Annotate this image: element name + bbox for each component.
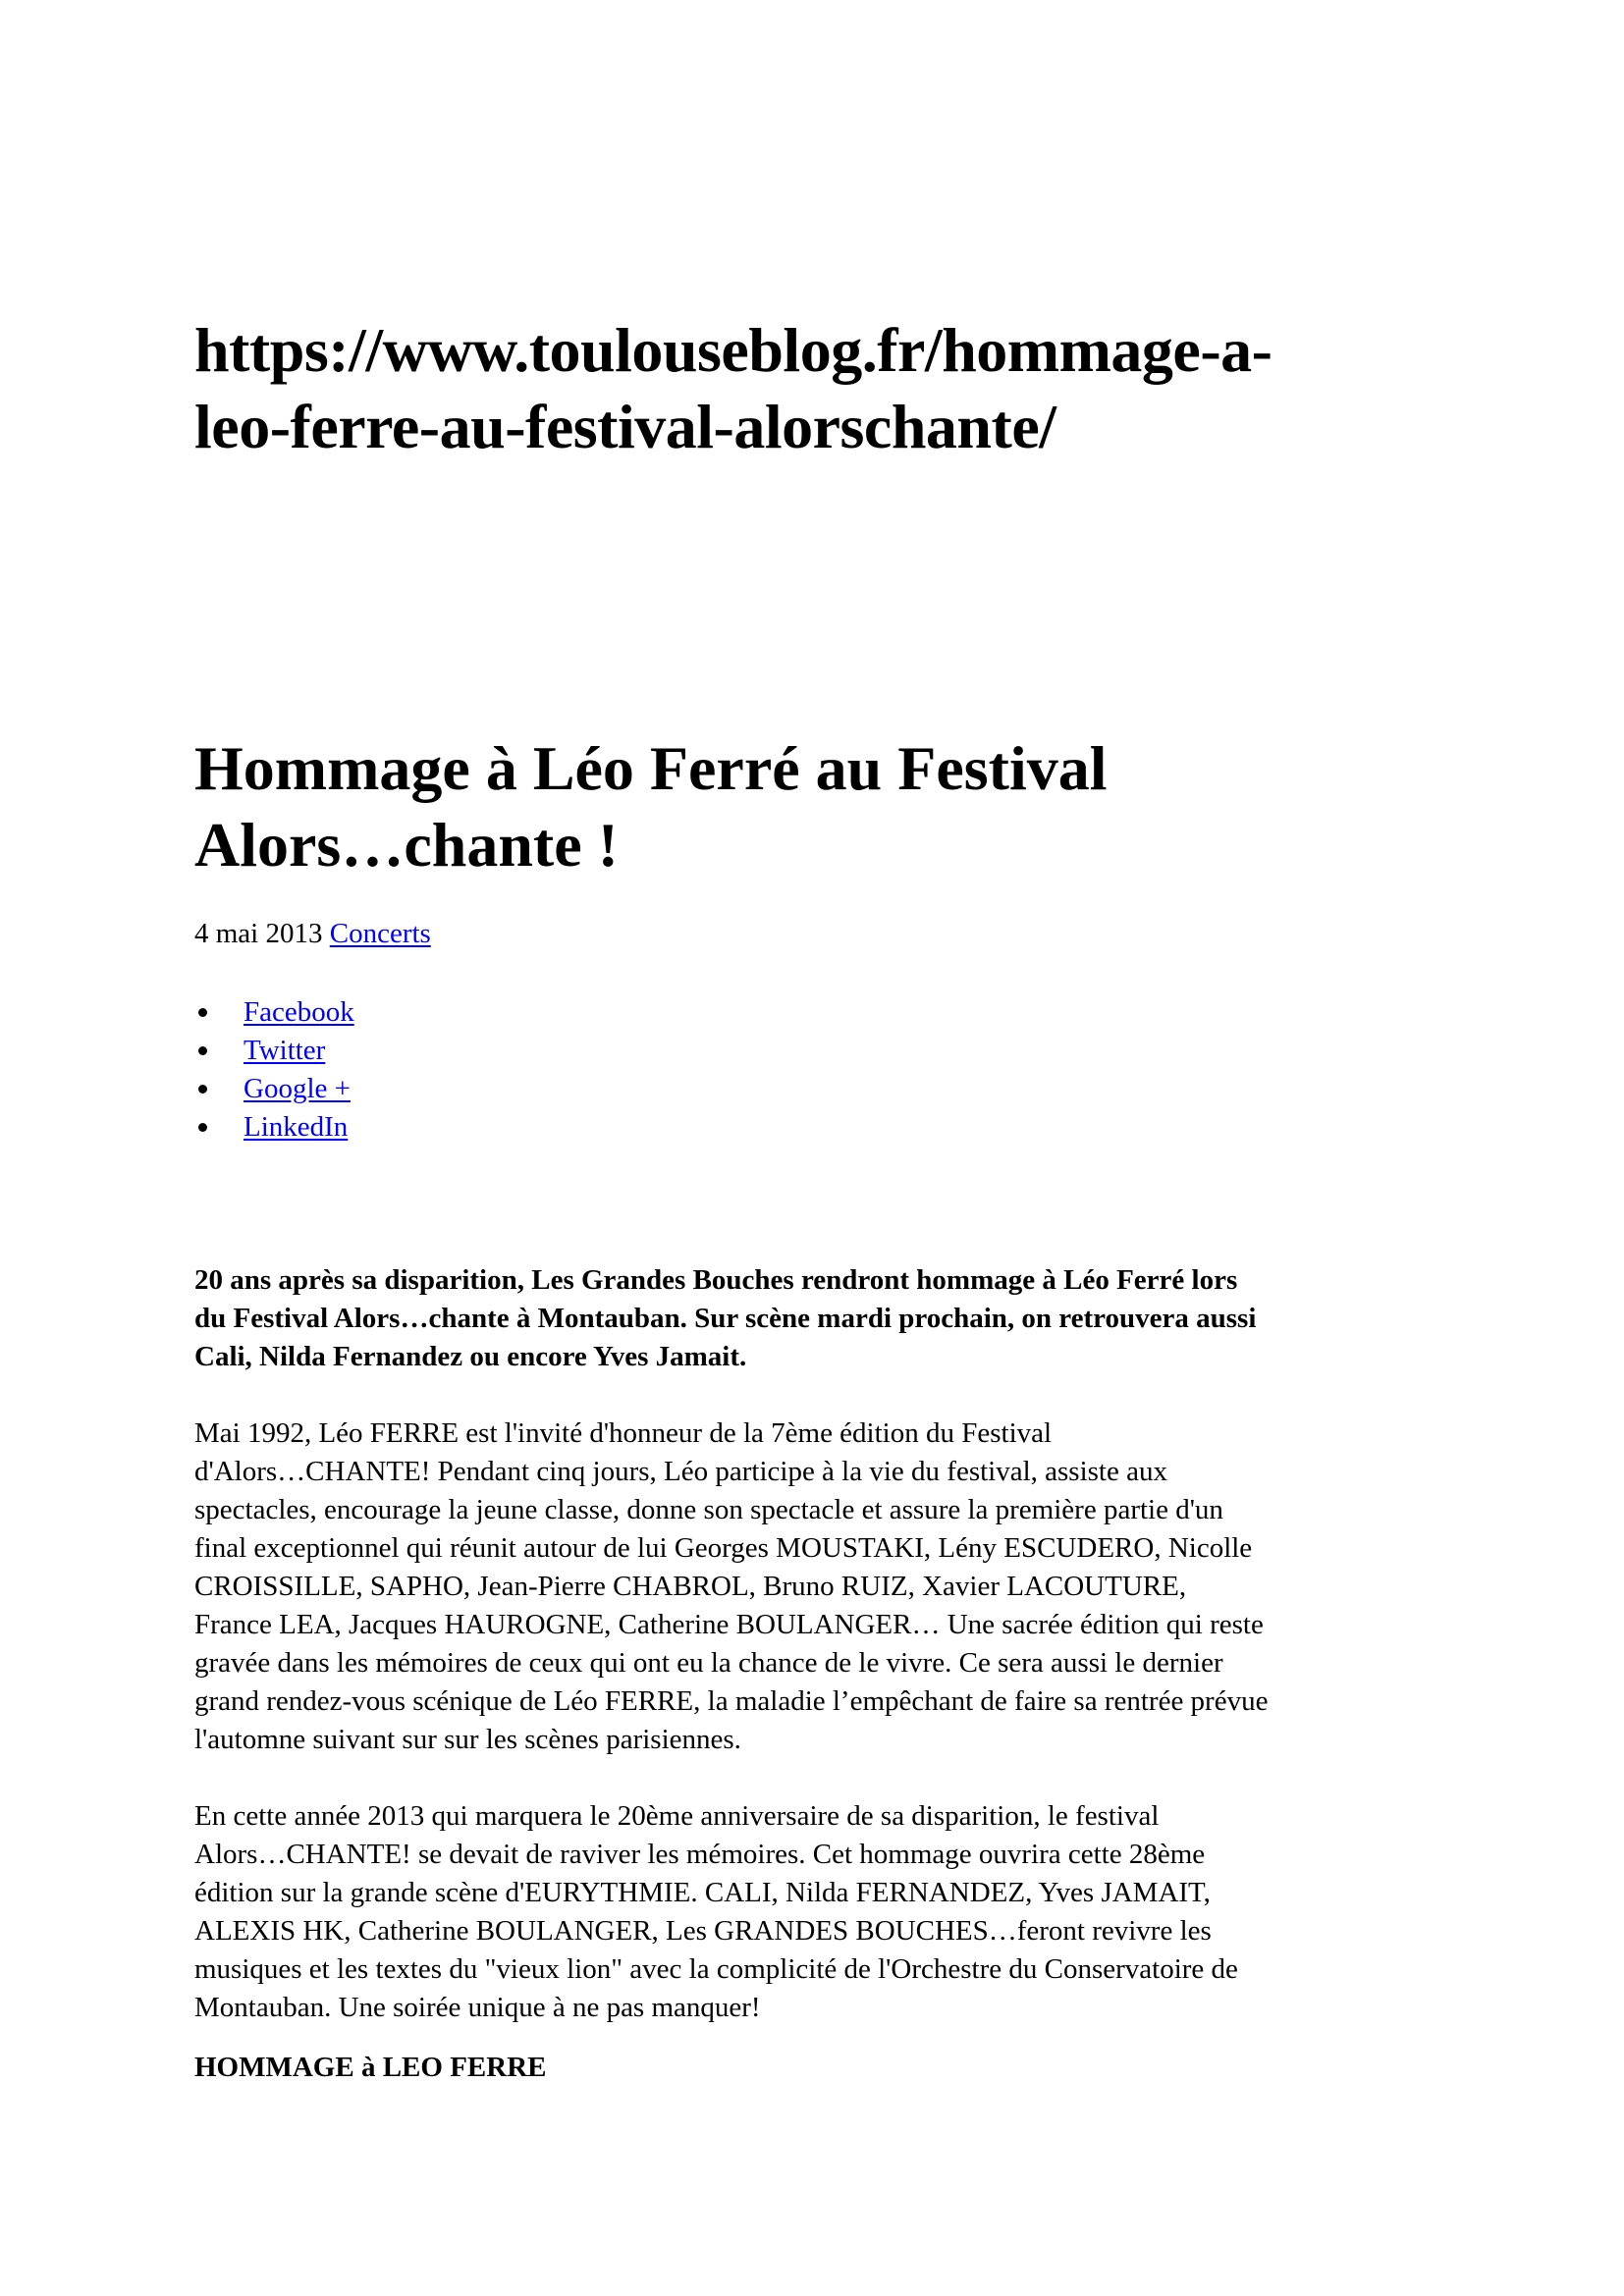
lead-line: 20 ans après sa disparition, Les Grandes Bouches rendront hommage à Léo Ferré lors [194, 1264, 1238, 1296]
paragraph-line: spectacles, encourage la jeune classe, donne son spectacle et assure la première partie d'un [194, 1494, 1223, 1525]
paragraph-line: Mai 1992, Léo FERRE est l'invité d'honneur de la 7ème édition du Festival [194, 1417, 1053, 1449]
url-heading-line: leo-ferre-au-festival-alorschante/ [194, 392, 1056, 461]
article-title-line: Alors…chante ! [194, 810, 619, 880]
bullet-icon [198, 1046, 207, 1055]
article-paragraph-1 [194, 1415, 1471, 1759]
paragraph-line: l'automne suivant sur sur les scènes parisiennes. [194, 1724, 741, 1755]
bullet-icon [198, 1008, 207, 1017]
lead-line: Cali, Nilda Fernandez ou encore Yves Jamait. [194, 1341, 747, 1372]
paragraph-line: En cette année 2013 qui marquera le 20ème anniversaire de sa disparition, le festival [194, 1800, 1160, 1832]
share-link-facebook[interactable]: Facebook [244, 996, 354, 1028]
paragraph-line: d'Alors…CHANTE! Pendant cinq jours, Léo participe à la vie du festival, assiste aux [194, 1456, 1167, 1487]
share-link-twitter[interactable]: Twitter [244, 1035, 326, 1066]
share-item-google-plus [194, 1070, 354, 1108]
paragraph-line: CROISSILLE, SAPHO, Jean-Pierre CHABROL, Bruno RUIZ, Xavier LACOUTURE, [194, 1571, 1187, 1602]
article-meta [194, 917, 431, 950]
share-links-list [194, 993, 354, 1147]
share-item-twitter [194, 1032, 354, 1070]
publish-date: 4 mai 2013 [194, 918, 323, 949]
article-lead [194, 1261, 1471, 1376]
share-item-linkedin [194, 1108, 354, 1147]
paragraph-line: gravée dans les mémoires de ceux qui ont eu la chance de le vivre. Ce sera aussi le dernier [194, 1647, 1223, 1679]
paragraph-line: Alors…CHANTE! se devait de raviver les mémoires. Cet hommage ouvrira cette 28ème [194, 1839, 1206, 1870]
share-link-google-plus[interactable]: Google + [244, 1073, 351, 1104]
paragraph-line: ALEXIS HK, Catherine BOULANGER, Les GRANDES BOUCHES…feront revivre les [194, 1915, 1212, 1947]
article-title-line: Hommage à Léo Ferré au Festival [194, 733, 1108, 803]
section-subheading: HOMMAGE à LEO FERRE [194, 2052, 547, 2083]
bullet-icon [198, 1123, 207, 1132]
paragraph-line: France LEA, Jacques HAUROGNE, Catherine BOULANGER… Une sacrée édition qui reste [194, 1609, 1264, 1640]
bullet-icon [198, 1085, 207, 1094]
paragraph-line: Montauban. Une soirée unique à ne pas manquer! [194, 1992, 761, 2023]
category-link[interactable]: Concerts [329, 918, 431, 949]
article-title [194, 730, 1274, 883]
share-item-facebook [194, 993, 354, 1032]
share-link-linkedin[interactable]: LinkedIn [244, 1111, 349, 1143]
lead-line: du Festival Alors…chante à Montauban. Sur scène mardi prochain, on retrouvera aussi [194, 1303, 1257, 1334]
paragraph-line: final exceptionnel qui réunit autour de lui Georges MOUSTAKI, Lény ESCUDERO, Nicolle [194, 1532, 1253, 1564]
paragraph-line: édition sur la grande scène d'EURYTHMIE. CALI, Nilda FERNANDEZ, Yves JAMAIT, [194, 1877, 1211, 1908]
article-paragraph-2 [194, 1797, 1471, 2027]
url-heading-line: https://www.toulouseblog.fr/hommage-a- [194, 315, 1272, 385]
paragraph-line: grand rendez-vous scénique de Léo FERRE, la maladie l’empêchant de faire sa rentrée prévue [194, 1685, 1269, 1717]
url-heading [194, 312, 1471, 465]
paragraph-line: musiques et les textes du "vieux lion" avec la complicité de l'Orchestre du Conservatoire de [194, 1953, 1238, 1985]
